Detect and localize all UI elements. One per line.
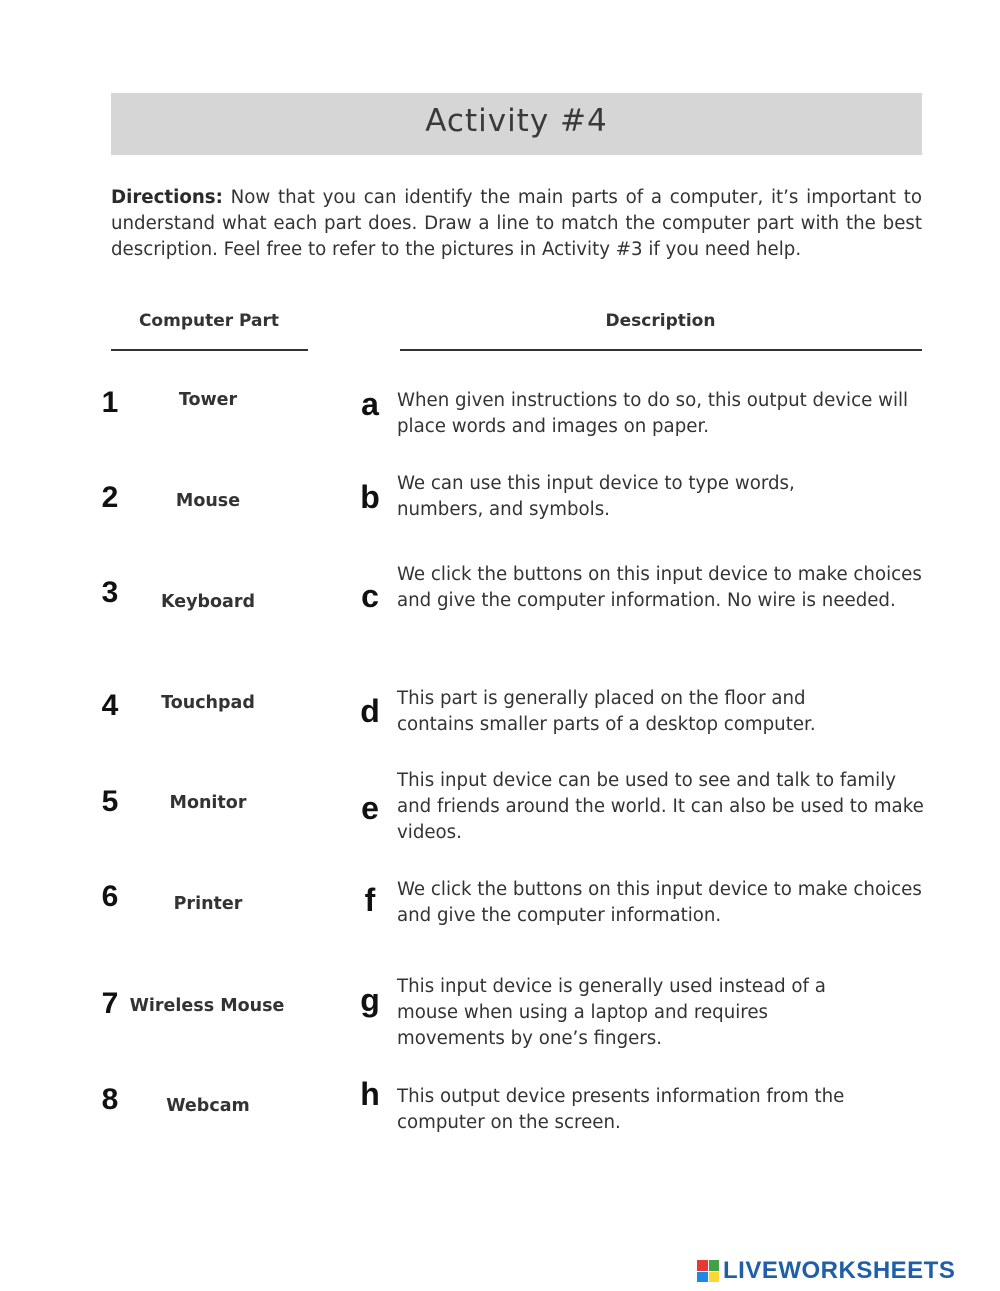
logo-square-blue xyxy=(697,1272,708,1283)
part-name-keyboard[interactable]: Keyboard xyxy=(160,592,256,612)
part-number: 8 xyxy=(101,1083,119,1116)
description-letter: c xyxy=(361,578,379,614)
description-letter: a xyxy=(361,386,379,422)
brand-name: LIVEWORKSHEETS xyxy=(723,1257,956,1284)
page-title: Activity #4 xyxy=(425,103,608,139)
directions-text: Now that you can identify the main parts of a computer, it’s important to understand what each part does. Draw a line to match the computer part with the best description. Feel free to refer to the pictures in Activity #3 if you need help. xyxy=(111,187,922,260)
description-g[interactable]: This input device is generally used instead of a mouse when using a laptop and requires movements by one’s fingers. xyxy=(397,976,826,1049)
description-letter: d xyxy=(360,693,380,729)
divider-description xyxy=(400,349,922,351)
liveworksheets-logo xyxy=(697,1256,955,1286)
description-h[interactable]: This output device presents information from the computer on the screen. xyxy=(397,1086,845,1133)
logo-square-green xyxy=(709,1260,720,1271)
part-number: 6 xyxy=(101,880,119,913)
description-d[interactable]: This part is generally placed on the floor and contains smaller parts of a desktop computer. xyxy=(397,688,816,735)
description-c[interactable]: We click the buttons on this input device to make choices and give the computer information. No wire is needed. xyxy=(397,564,922,611)
description-letter: f xyxy=(364,882,376,918)
part-number: 1 xyxy=(101,386,119,419)
description-a[interactable]: When given instructions to do so, this output device will place words and images on paper. xyxy=(397,390,909,437)
logo-square-red xyxy=(697,1260,708,1271)
logo-square-yellow xyxy=(709,1272,720,1283)
column-header-computer-part: Computer Part xyxy=(138,311,280,331)
part-number: 3 xyxy=(101,576,119,609)
activity-title-banner xyxy=(111,93,922,155)
part-name-monitor[interactable]: Monitor xyxy=(169,793,247,813)
part-name-mouse[interactable]: Mouse xyxy=(175,491,241,511)
description-f[interactable]: We click the buttons on this input device to make choices and give the computer information. xyxy=(397,879,922,926)
description-letter: e xyxy=(361,790,379,826)
description-e[interactable]: This input device can be used to see and talk to family and friends around the world. It can also be used to make videos. xyxy=(397,770,924,843)
description-letter: b xyxy=(360,479,380,515)
part-name-wireless-mouse[interactable]: Wireless Mouse xyxy=(129,996,285,1016)
part-number: 7 xyxy=(101,987,119,1020)
part-name-tower[interactable]: Tower xyxy=(178,390,238,410)
description-letter: g xyxy=(360,982,380,1018)
part-name-webcam[interactable]: Webcam xyxy=(166,1096,250,1116)
description-letter: h xyxy=(360,1076,380,1112)
part-name-touchpad[interactable]: Touchpad xyxy=(161,693,255,713)
directions-paragraph xyxy=(111,185,922,263)
part-number: 4 xyxy=(101,689,119,722)
divider-computer-part xyxy=(111,349,308,351)
part-name-printer[interactable]: Printer xyxy=(173,894,243,914)
directions-label: Directions: xyxy=(111,187,223,208)
part-number: 2 xyxy=(101,481,119,514)
liveworksheets-icon xyxy=(697,1260,719,1282)
column-header-description: Description xyxy=(605,311,716,331)
description-b[interactable]: We can use this input device to type words, numbers, and symbols. xyxy=(397,473,795,520)
part-number: 5 xyxy=(101,785,119,818)
